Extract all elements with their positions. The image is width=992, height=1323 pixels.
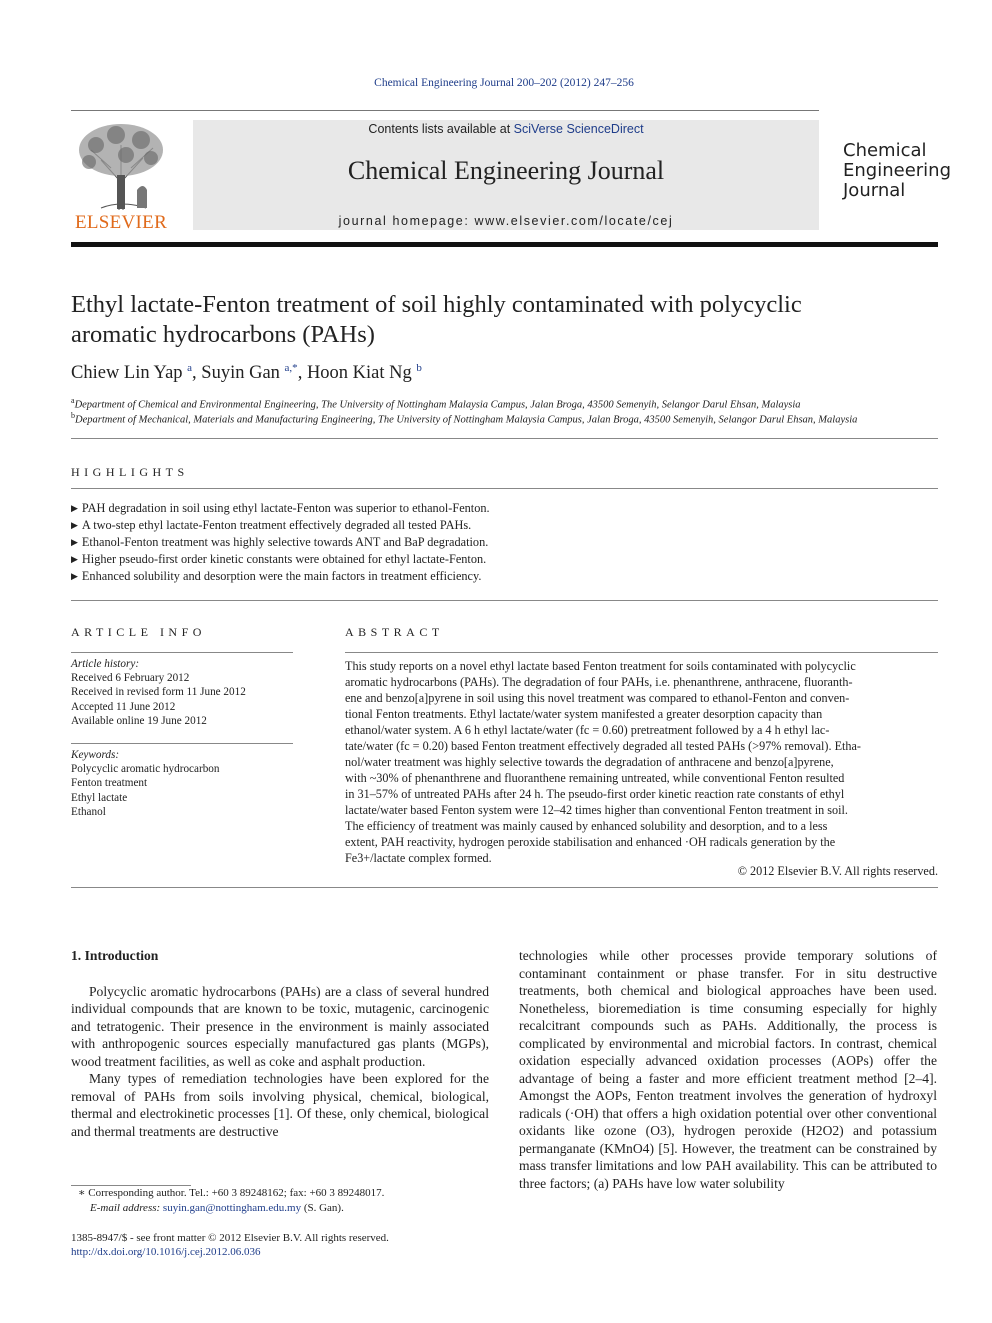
article-info-rule xyxy=(71,652,293,653)
history-item: Available online 19 June 2012 xyxy=(71,714,207,727)
abstract-heading: ABSTRACT xyxy=(345,625,444,639)
journal-citation[interactable]: Chemical Engineering Journal 200–202 (2012) 247–256 xyxy=(374,77,634,89)
paragraph: Polycyclic aromatic hydrocarbons (PAHs) are a class of several hundred individual compounds that are known to be toxic, mutagenic, carcinogenic and tetratogenic. Their presence in the environment is mainly associated with anthropogenic sources especially manufactured gas plants (MGPs), wood treatment facilities, as well as coke and asphalt production. xyxy=(71,983,489,1069)
history-item: Accepted 11 June 2012 xyxy=(71,700,176,713)
highlights-heading: HIGHLIGHTS xyxy=(71,465,189,479)
email-note: E-mail address: suyin.gan@nottingham.edu.my (S. Gan). xyxy=(90,1202,344,1214)
keyword-item: Ethyl lactate xyxy=(71,791,128,804)
contents-line: Contents lists available at SciVerse ScienceDirect xyxy=(368,122,644,136)
elsevier-wordmark: ELSEVIER xyxy=(74,212,168,233)
keywords-rule xyxy=(71,743,293,744)
corresponding-author-note: ∗ Corresponding author. Tel.: +60 3 89248162; fax: +60 3 89248017. xyxy=(78,1187,385,1199)
section-rule xyxy=(71,438,938,439)
journal-homepage: journal homepage: www.elsevier.com/locate/cej xyxy=(338,214,674,228)
article-title: Ethyl lactate-Fenton treatment of soil highly contaminated with polycyclic aromatic hydrocarbons (PAHs) xyxy=(71,291,802,348)
keyword-item: Fenton treatment xyxy=(71,777,148,790)
abstract-text: This study reports on a novel ethyl lactate based Fenton treatment for soils contaminated with polycyclic aromatic hydrocarbons (PAHs). The degradation of four PAHs, i.e. phenanthrene, anthracene, fluoranth- ene and benzo[a]pyrene in soil using this novel treatment was compared to ethanol-Fenton and conven- tional Fenton treatments. Ethyl lactate/water system manifested a greater desorption capacity than ethanol/water system. A 6 h ethyl lactate/water (fc = 0.60) pretreatment followed by a 4 h ethyl lac- tate/water (fc = 0.20) based Fenton treatment effectively degraded all tested PAHs (>97% removal). Etha- nol/water treatment was highly selective towards the degradation of anthracene and benzo[a]pyrene, with ~30% of phenanthrene and fluoranthene remaining untreated, while conventional Fenton resulted in 31–57% of untreated PAHs after 24 h. The pseudo-first order kinetic reaction rate constants of ethyl lactate/water based Fenton system were 12–42 times higher than conventional Fenton treatment in soil. The efficiency of treatment was mainly caused by enhanced solubility and desorption, and to a less extent, PAH reactivity, hydrogen peroxide stabilisation and enhanced ·OH radicals generation by the Fe3+/lactate complex formed. xyxy=(345,659,861,865)
paragraph: technologies while other processes provide temporary solutions of contaminant containment or phase transfer. For in situ destructive treatments, both chemical and biological approaches have been used. Nonetheless, bioremediation is time consuming especially for highly recalcitrant compounds such as PAHs. Additionally, the process is complicated by environmental and microbial factors. In contrast, chemical oxidation especially advanced oxidation processes (AOPs) offer the advantage of being a faster and more efficient treatment method [2–4]. Amongst the AOPs, Fenton treatment involves the generation of hydroxyl radicals (·OH) that offers a high oxidation potential over other conventional oxidants like ozone (O3), hydrogen peroxide (H2O2) and potassium permanganate (KMnO4) [5]. However, the treatment can be constrained by mass transfer limitations and low PAH availability. This can be attributed to three factors; (a) PAHs have low water solubility xyxy=(519,948,937,1191)
journal-title: Chemical Engineering Journal xyxy=(347,156,665,185)
history-item: Received in revised form 11 June 2012 xyxy=(71,686,246,699)
article-history: Article history: Received 6 February 2012 Received in revised form 11 June 2012 Accepted 11 June 2012 Available online 19 June 2012 xyxy=(71,658,246,727)
affiliation-a: $^a$Department of Chemical and Environmental Engineering, The University of Nottingham Malaysia Campus, Jalan Broga, 43500 Semenyih, Selangor Darul Ehsan, Malaysia xyxy=(71,396,801,411)
section-rule xyxy=(71,887,938,888)
keyword-item: Polycyclic aromatic hydrocarbon xyxy=(71,763,220,776)
highlight-item: ▶ A two-step ethyl lactate-Fenton treatment effectively degraded all tested PAHs. xyxy=(71,517,490,534)
body-left-column xyxy=(71,947,489,1140)
affiliation-b: $^b$Department of Mechanical, Materials and Manufacturing Engineering, The University of Nottingham Malaysia Campus, Jalan Broga, 43500 Semenyih, Selangor Darul Ehsan, Malaysia xyxy=(71,411,858,426)
keywords: Keywords: Polycyclic aromatic hydrocarbon Fenton treatment Ethyl lactate Ethanol xyxy=(71,749,220,818)
section-heading: 1. Introduction xyxy=(71,948,159,963)
header-rule xyxy=(71,110,819,111)
highlight-item: ▶ Enhanced solubility and desorption were the main factors in treatment efficiency. xyxy=(71,568,490,585)
history-item: Received 6 February 2012 xyxy=(71,672,190,685)
highlight-item: ▶ Ethanol-Fenton treatment was highly selective towards ANT and BaP degradation. xyxy=(71,534,490,551)
issn-note: 1385-8947/$ - see front matter © 2012 Elsevier B.V. All rights reserved. xyxy=(71,1232,389,1244)
highlights-list xyxy=(71,500,490,585)
sciencedirect-link[interactable]: SciVerse ScienceDirect xyxy=(513,122,644,136)
journal-logo: Chemical Engineering Journal xyxy=(843,140,951,201)
journal-banner xyxy=(193,120,819,230)
author-name: Suyin Gan xyxy=(201,363,280,384)
highlights-rule xyxy=(71,488,938,489)
highlight-item: ▶ Higher pseudo-first order kinetic constants were obtained for ethyl lactate-Fenton. xyxy=(71,551,490,568)
abstract-rule xyxy=(345,652,938,653)
section-rule xyxy=(71,600,938,601)
affiliation-marker[interactable]: a,* xyxy=(284,362,298,374)
email-link[interactable]: suyin.gan@nottingham.edu.my xyxy=(162,1202,302,1214)
doi-link[interactable]: http://dx.doi.org/10.1016/j.cej.2012.06.036 xyxy=(71,1246,261,1258)
paragraph: Many types of remediation technologies have been explored for the removal of PAHs from soils involving physical, chemical, biological, thermal and electrokinetic processes [1]. Of these, only chemical, biological and thermal treatments are destructive xyxy=(71,1071,489,1139)
article-info-heading: ARTICLE INFO xyxy=(71,625,206,639)
copyright-notice: © 2012 Elsevier B.V. All rights reserved. xyxy=(737,864,938,878)
keyword-item: Ethanol xyxy=(71,805,106,818)
highlight-item: ▶ PAH degradation in soil using ethyl lactate-Fenton was superior to ethanol-Fenton. xyxy=(71,500,490,517)
header-thick-rule xyxy=(71,242,938,247)
author-list: Chiew Lin Yap $^a$, Suyin Gan $^{a,*}$, Hoon Kiat Ng $^b$ xyxy=(71,362,422,384)
author-name: Chiew Lin Yap xyxy=(71,363,183,384)
body-right-column xyxy=(519,947,937,1192)
homepage-link[interactable]: www.elsevier.com/locate/cej xyxy=(474,214,674,228)
affiliation-marker[interactable]: a xyxy=(187,362,193,374)
affiliation-marker[interactable]: b xyxy=(416,362,422,374)
author-name: Hoon Kiat Ng xyxy=(306,363,412,384)
